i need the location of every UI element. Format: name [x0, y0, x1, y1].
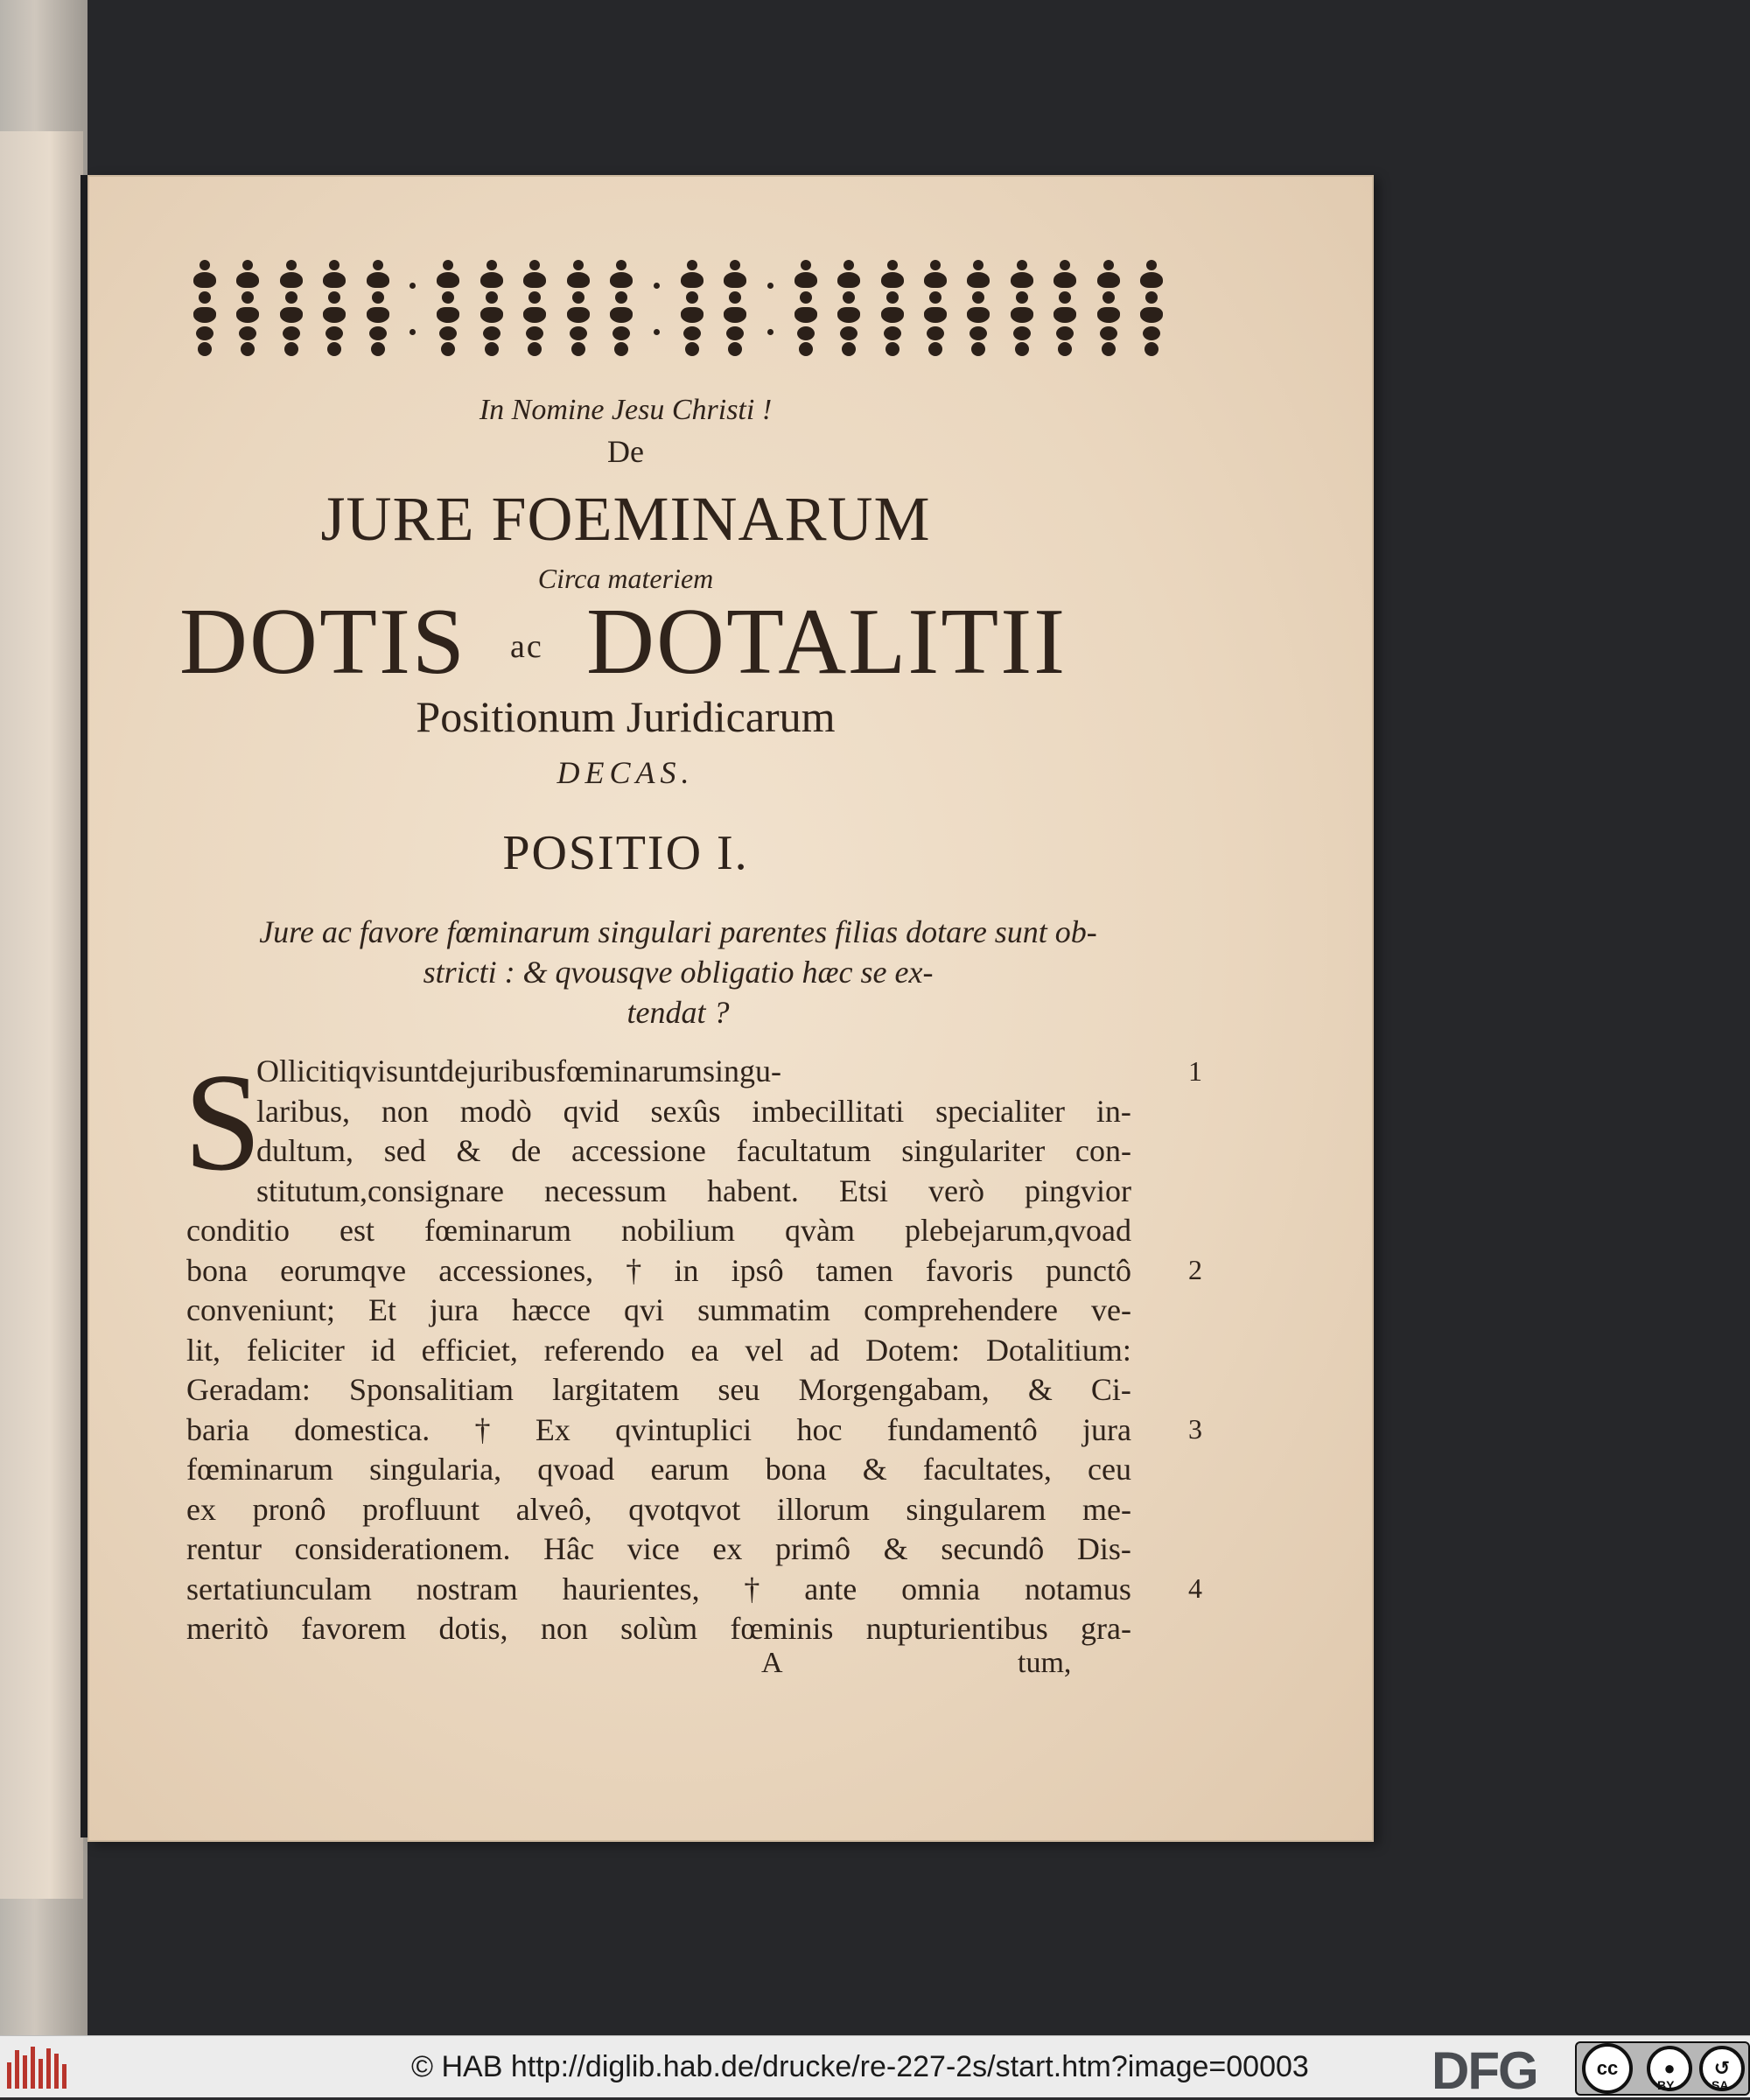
- word: sertatiunculam: [186, 1571, 372, 1606]
- word: fundamentô: [886, 1411, 1038, 1447]
- word: meritò: [186, 1611, 269, 1646]
- word: †: [626, 1252, 642, 1288]
- word: sexûs: [650, 1093, 721, 1129]
- summary-line: Jure ac favore fœminarum singulari parentes filias dotare sunt ob-: [259, 914, 1097, 949]
- ornament-piece: [480, 260, 504, 358]
- word: rentur: [186, 1531, 262, 1566]
- dotis-word: DOTIS: [179, 590, 466, 694]
- footer-citation-link[interactable]: © HAB http://diglib.hab.de/drucke/re-227-2s/start.htm?image=00003: [411, 2050, 1309, 2083]
- text-line: [186, 1331, 1131, 1371]
- ornament-dots: [409, 283, 417, 335]
- word: fœminis: [730, 1611, 834, 1646]
- word: comprehendere: [864, 1292, 1058, 1327]
- text-line: [186, 1609, 1131, 1649]
- ornament-piece: [522, 260, 547, 358]
- word: in: [674, 1252, 699, 1288]
- word: tamen: [816, 1252, 893, 1288]
- decas-line: DECAS.: [556, 755, 695, 790]
- word: ea: [690, 1332, 719, 1368]
- text-line: [186, 1450, 1131, 1490]
- word: ex: [186, 1491, 216, 1527]
- word: qvoad: [537, 1452, 615, 1487]
- dfg-logo[interactable]: DFG: [1432, 2041, 1537, 2100]
- text-line: [186, 1570, 1131, 1610]
- word: Et: [368, 1292, 396, 1327]
- word: Etsi: [838, 1172, 888, 1208]
- word: facultates,: [922, 1452, 1052, 1487]
- text-line: [186, 1131, 1131, 1172]
- circa-line: Circa materiem: [537, 563, 714, 594]
- de-line: De: [607, 434, 644, 469]
- word: qvintuplici: [615, 1411, 752, 1447]
- margin-number: 4: [1188, 1572, 1202, 1604]
- hab-logo-icon[interactable]: [7, 2047, 70, 2089]
- word: ve-: [1091, 1292, 1131, 1327]
- text-line: [186, 1211, 1131, 1251]
- word: considerationem.: [294, 1531, 511, 1566]
- word: alveô,: [515, 1491, 592, 1527]
- word: specialiter: [935, 1093, 1066, 1129]
- word: notamus: [1024, 1571, 1131, 1606]
- word: ante: [804, 1571, 858, 1606]
- printer-ornament-band: [192, 258, 1164, 359]
- word: domestica.: [294, 1411, 430, 1447]
- word: Dotalitium:: [985, 1332, 1131, 1368]
- word: me-: [1082, 1491, 1131, 1527]
- word: stitutum,consignare: [256, 1172, 504, 1208]
- word: Ex: [535, 1411, 570, 1447]
- word: &: [862, 1452, 887, 1487]
- word: ad: [809, 1332, 840, 1368]
- word: seu: [718, 1372, 760, 1407]
- word: Morgengabam,: [798, 1372, 990, 1407]
- text-line: [186, 1052, 1219, 1092]
- word: vel: [745, 1332, 784, 1368]
- word: habent.: [706, 1172, 799, 1208]
- text-line: [186, 1370, 1131, 1410]
- dotis-heading: [179, 590, 1172, 700]
- word: qvi: [624, 1292, 665, 1327]
- word: nostram: [416, 1571, 518, 1606]
- subtitle-positionum: Positionum Juridicarum: [416, 692, 836, 741]
- word: favoris: [925, 1252, 1013, 1288]
- ornament-piece: [680, 260, 704, 358]
- word: nobilium: [621, 1213, 736, 1248]
- body-text: [184, 1044, 1202, 1649]
- word: qvotqvot: [628, 1491, 741, 1527]
- text-line: [186, 1291, 1131, 1331]
- word: †: [474, 1411, 491, 1447]
- viewer-footer: [0, 2035, 1750, 2100]
- section-heading: POSITIO I.: [502, 826, 749, 880]
- word: Hâc: [543, 1531, 595, 1566]
- word: punctô: [1045, 1252, 1131, 1288]
- word: de: [511, 1133, 542, 1168]
- word: fœminarum: [424, 1213, 571, 1248]
- word: largitatem: [552, 1372, 680, 1407]
- summary-line: stricti : & qvousqve obligatio hæc se ex-: [423, 955, 934, 990]
- word: secundô: [941, 1531, 1045, 1566]
- word: accessiones,: [438, 1252, 594, 1288]
- summary-line: tendat ?: [626, 995, 730, 1030]
- dotalitii-word: DOTALITII: [586, 590, 1068, 694]
- margin-number: 3: [1188, 1413, 1202, 1445]
- signature-mark: A: [761, 1647, 783, 1679]
- word: pronô: [252, 1491, 326, 1527]
- ornament-piece: [1053, 260, 1077, 358]
- invocation-line: In Nomine Jesu Christi !: [479, 394, 773, 426]
- word: jura: [430, 1292, 479, 1327]
- word: dultum,: [256, 1133, 354, 1168]
- word: est: [340, 1213, 374, 1248]
- word: summatim: [697, 1292, 831, 1327]
- drop-capital: S: [184, 1044, 262, 1200]
- word: modò: [459, 1093, 532, 1129]
- word: bona: [186, 1252, 248, 1288]
- word: qvid: [563, 1093, 620, 1129]
- word: feliciter: [246, 1332, 345, 1368]
- word: &: [1027, 1372, 1053, 1407]
- word: eorumqve: [280, 1252, 407, 1288]
- word: Geradam:: [186, 1372, 311, 1407]
- word: omnia: [901, 1571, 981, 1606]
- word: vice: [626, 1531, 680, 1566]
- ornament-piece: [436, 260, 460, 358]
- word: lit,: [186, 1332, 221, 1368]
- word: pingvior: [1024, 1172, 1131, 1208]
- margin-number: 1: [1188, 1055, 1202, 1087]
- ac-word: ac: [510, 628, 543, 665]
- word: Sponsalitiam: [349, 1372, 514, 1407]
- ornament-piece: [566, 260, 591, 358]
- word: ipsô: [731, 1252, 784, 1288]
- word: nupturientibus: [865, 1611, 1048, 1646]
- word: accessione: [570, 1133, 706, 1168]
- ornament-piece: [836, 260, 861, 358]
- word: in-: [1096, 1093, 1131, 1129]
- word: id: [370, 1332, 396, 1368]
- word: verò: [928, 1172, 984, 1208]
- word: fœminarum: [186, 1452, 333, 1487]
- word: efficiet,: [421, 1332, 518, 1368]
- ornament-piece: [1010, 260, 1034, 358]
- text-line: [186, 1172, 1131, 1212]
- ornament-piece: [1139, 260, 1164, 358]
- ornament-piece: [966, 260, 990, 358]
- share-alike-icon: ↺: [1699, 2046, 1745, 2091]
- word: referendo: [543, 1332, 665, 1368]
- word: Ci-: [1090, 1372, 1131, 1407]
- word: dotis,: [438, 1611, 508, 1646]
- word: non: [381, 1093, 429, 1129]
- text-line: [186, 1251, 1131, 1292]
- text-line: [186, 1490, 1131, 1530]
- word: †: [744, 1571, 760, 1606]
- word: plebejarum,qvoad: [905, 1213, 1131, 1248]
- word: hæcce: [512, 1292, 591, 1327]
- ornament-piece: [923, 260, 948, 358]
- word: jura: [1082, 1411, 1131, 1447]
- word: Dis-: [1076, 1531, 1131, 1566]
- word: singularem: [906, 1491, 1046, 1527]
- word: primô: [775, 1531, 851, 1566]
- text-line: [186, 1092, 1131, 1132]
- cc-by-sa-license-badge[interactable]: [1575, 2041, 1750, 2096]
- ornament-piece: [235, 260, 260, 358]
- word: imbecillitati: [752, 1093, 905, 1129]
- ornament-piece: [279, 260, 304, 358]
- word: Ollicitiqvisuntdejuribusfœminarumsingu-: [256, 1054, 781, 1088]
- word: baria: [186, 1411, 249, 1447]
- word: gra-: [1081, 1611, 1131, 1646]
- word: qvàm: [785, 1213, 856, 1248]
- word: non: [540, 1611, 588, 1646]
- word: conditio: [186, 1213, 290, 1248]
- word: earum: [650, 1452, 730, 1487]
- text-line: [186, 1530, 1131, 1570]
- attribution-icon: ●: [1647, 2046, 1692, 2091]
- word: facultatum: [736, 1133, 872, 1168]
- word: favorem: [301, 1611, 407, 1646]
- word: necessum: [543, 1172, 667, 1208]
- page-title: JURE FOEMINARUM: [320, 484, 931, 554]
- ornament-piece: [723, 260, 747, 358]
- word: ceu: [1088, 1452, 1131, 1487]
- word: laribus,: [256, 1093, 350, 1129]
- word: sed: [383, 1133, 426, 1168]
- word: bona: [765, 1452, 827, 1487]
- by-label: BY: [1657, 2078, 1675, 2092]
- word: Dotem:: [865, 1332, 961, 1368]
- section-summary: [184, 912, 1172, 1032]
- word: hoc: [796, 1411, 843, 1447]
- cc-icon: cc: [1582, 2043, 1633, 2094]
- ornament-dots: [652, 283, 661, 335]
- word: &: [456, 1133, 481, 1168]
- word: &: [883, 1531, 908, 1566]
- previous-page: [0, 131, 83, 1899]
- word: singulariter: [901, 1133, 1046, 1168]
- margin-number: 2: [1188, 1254, 1202, 1285]
- ornament-piece: [322, 260, 346, 358]
- ornament-piece: [794, 260, 818, 358]
- catchword: tum,: [1018, 1647, 1072, 1679]
- book-page: [88, 175, 1374, 1842]
- word: profluunt: [362, 1491, 480, 1527]
- sa-label: SA: [1712, 2078, 1729, 2092]
- word: conveniunt;: [186, 1292, 335, 1327]
- word: haurientes,: [562, 1571, 700, 1606]
- text-line: [186, 1410, 1131, 1451]
- word: singularia,: [369, 1452, 502, 1487]
- ornament-piece: [192, 260, 217, 358]
- word: solùm: [620, 1611, 698, 1646]
- ornament-dots: [766, 283, 774, 335]
- word: ex: [712, 1531, 743, 1566]
- word: illorum: [776, 1491, 870, 1527]
- ornament-piece: [366, 260, 390, 358]
- ornament-piece: [609, 260, 634, 358]
- word: con-: [1074, 1133, 1131, 1168]
- ornament-piece: [1096, 260, 1121, 358]
- ornament-piece: [880, 260, 905, 358]
